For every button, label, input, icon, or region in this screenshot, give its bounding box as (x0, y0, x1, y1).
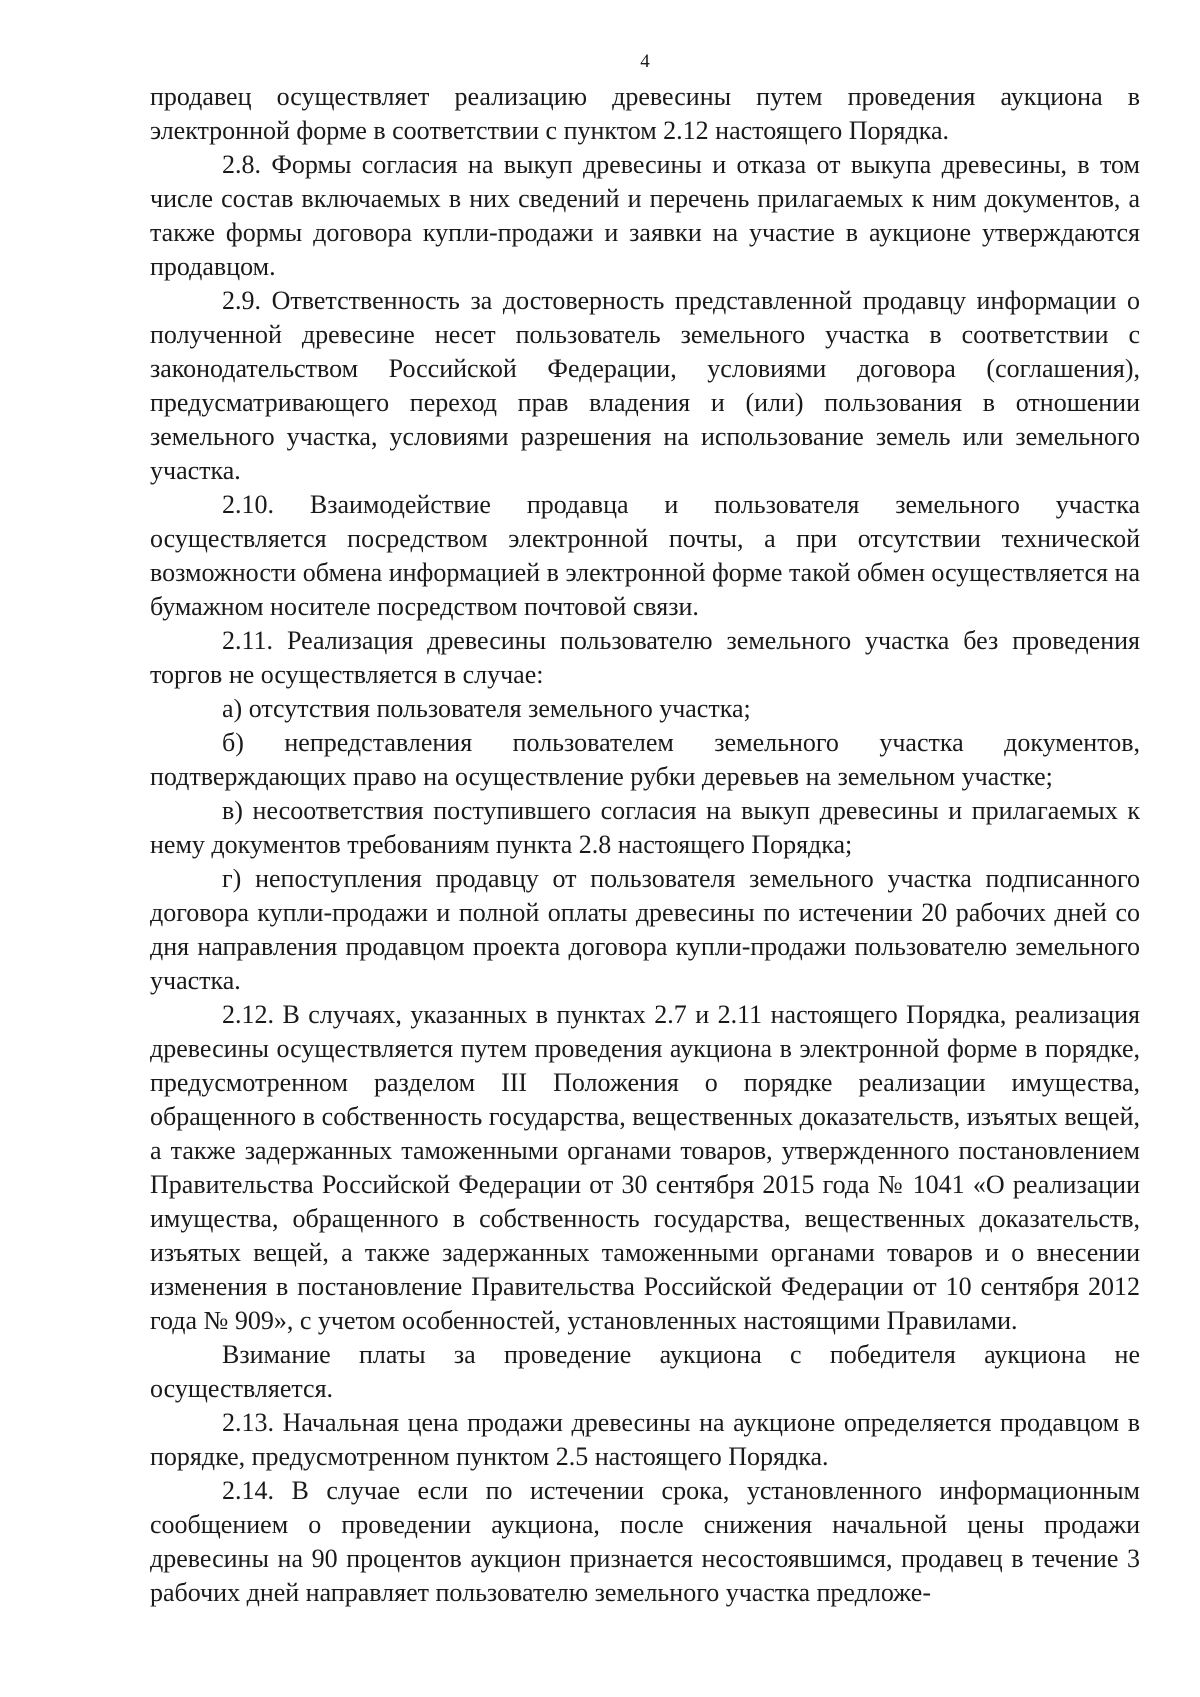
paragraph-2-11: 2.11. Реализация древесины пользователю земельного участка без проведения торгов не осуществляется в случае: (150, 626, 1140, 689)
paragraph-continuation: продавец осуществляет реализацию древесины путем проведения аукциона в электронной форме в соответствии с пунктом 2.12 настоящего Порядка. (150, 82, 1140, 145)
list-item-v: в) несоответствия поступившего согласия на выкуп древесины и прилагаемых к нему документов требованиям пункта 2.8 настоящего Порядка; (150, 796, 1140, 859)
paragraph-2-8: 2.8. Формы согласия на выкуп древесины и отказа от выкупа древесины, в том числе состав включаемых в них сведений и перечень прилагаемых к ним документов, а также формы договора купли-продажи и заявки на участие в аукционе утверждаются продавцом. (150, 150, 1140, 281)
list-item-a: а) отсутствия пользователя земельного участка; (222, 694, 751, 723)
paragraph-2-14: 2.14. В случае если по истечении срока, установленного информационным сообщением о проведении аукциона, после снижения начальной цены продажи древесины на 90 процентов аукцион признается несостоявшимся, продавец в течение 3 рабочих дней направляет пользователю земельного участка предложе- (150, 1476, 1140, 1607)
paragraph-2-9: 2.9. Ответственность за достоверность представленной продавцу информации о полученной древесине несет пользователь земельного участка в соответствии с законодательством Российской Федерации, условиями договора (соглашения), предусматривающего переход прав владения и (или) пользования в отношении земельного участка, условиями разрешения на использование земель или земельного участка. (150, 286, 1140, 485)
document-page (150, 50, 1140, 1610)
list-item-b: б) непредставления пользователем земельного участка документов, подтверждающих право на осуществление рубки деревьев на земельном участке; (150, 728, 1140, 791)
page-number: 4 (640, 51, 650, 72)
paragraph-2-10: 2.10. Взаимодействие продавца и пользователя земельного участка осуществляется посредством электронной почты, а при отсутствии технической возможности обмена информацией в электронной форме такой обмен осуществляется на бумажном носителе посредством почтовой связи. (150, 490, 1140, 621)
list-item-g: г) непоступления продавцу от пользователя земельного участка подписанного договора купли-продажи и полной оплаты древесины по истечении 20 рабочих дней со дня направления продавцом проекта договора купли-продажи пользователю земельного участка. (150, 864, 1140, 995)
paragraph-2-13: 2.13. Начальная цена продажи древесины на аукционе определяется продавцом в порядке, предусмотренном пунктом 2.5 настоящего Порядка. (150, 1408, 1140, 1471)
paragraph-fee-note: Взимание платы за проведение аукциона с победителя аукциона не осуществляется. (150, 1340, 1140, 1403)
paragraph-2-12: 2.12. В случаях, указанных в пунктах 2.7 и 2.11 настоящего Порядка, реализация древесины осуществляется путем проведения аукциона в электронной форме в порядке, предусмотренном разделом III Положения о порядке реализации имущества, обращенного в собственность государства, вещественных доказательств, изъятых вещей, а также задержанных таможенными органами товаров, утвержденного постановлением Правительства Российской Федерации от 30 сентября 2015 года № 1041 «О реализации имущества, обращенного в собственность государства, вещественных доказательств, изъятых вещей, а также задержанных таможенными органами товаров и о внесении изменения в постановление Правительства Российской Федерации от 10 сентября 2012 года № 909», с учетом особенностей, установленных настоящими Правилами. (150, 1000, 1140, 1335)
